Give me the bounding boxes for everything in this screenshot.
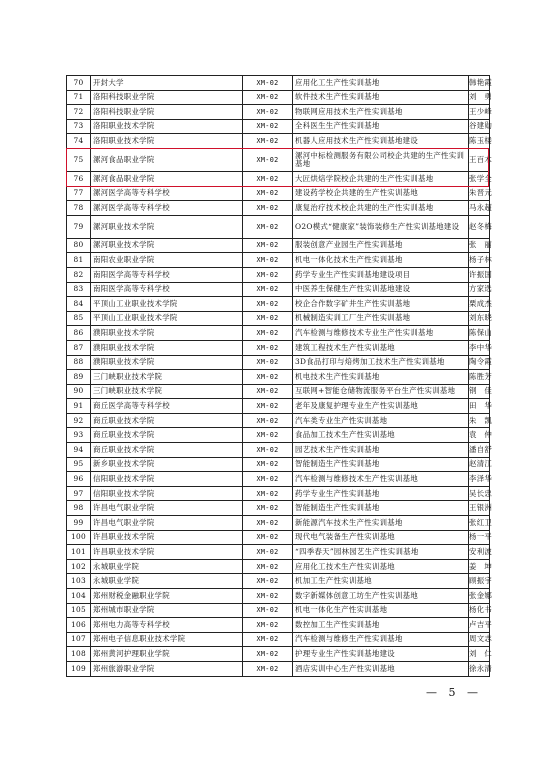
- school-name: 漯河医学高等专科学校: [91, 201, 243, 216]
- school-name: 郑州城市职业学院: [91, 603, 243, 618]
- project-code: XM-02: [243, 215, 293, 238]
- base-name: 智能制造生产性实训基地: [293, 501, 469, 516]
- person-in-charge: 吴长忠: [469, 486, 490, 501]
- school-name: 郑州旅游职业学院: [91, 661, 243, 676]
- project-table: [66, 75, 493, 677]
- row-number: 73: [67, 119, 91, 134]
- row-number: 98: [67, 501, 91, 516]
- table-row: [67, 340, 490, 355]
- table-row: [67, 413, 490, 428]
- base-name: 食品加工技术生产性实训基地: [293, 428, 469, 443]
- project-code: XM-02: [243, 530, 293, 545]
- table-row: [67, 589, 490, 604]
- base-name: 中医养生保健生产性实训基地建设: [293, 282, 469, 297]
- base-name: 3D食品打印与焙烤加工技术生产性实训基地: [293, 355, 469, 370]
- table-row: [67, 647, 490, 662]
- row-number: 79: [67, 215, 91, 238]
- school-name: 许昌电气职业学院: [91, 516, 243, 531]
- person-in-charge: 姜 坤: [469, 559, 490, 574]
- person-in-charge: 朱 凯: [469, 413, 490, 428]
- base-name: 护理专业生产性实训基地建设: [293, 647, 469, 662]
- row-number: 107: [67, 632, 91, 647]
- row-number: 82: [67, 267, 91, 282]
- row-number: 70: [67, 76, 91, 91]
- person-in-charge: 钢 佳: [469, 384, 490, 399]
- project-code: XM-02: [243, 201, 293, 216]
- person-in-charge: 刘 仁: [469, 647, 490, 662]
- person-in-charge: 刘东晓: [469, 311, 490, 326]
- school-name: 郑州电子信息职业技术学院: [91, 632, 243, 647]
- school-name: 商丘职业技术学院: [91, 428, 243, 443]
- table-row: [67, 326, 490, 341]
- project-code: XM-02: [243, 428, 293, 443]
- base-name: 药学专业生产性实训基地: [293, 486, 469, 501]
- table-row: [67, 661, 490, 676]
- table-row: [67, 370, 490, 385]
- school-name: 濮阳职业技术学院: [91, 326, 243, 341]
- person-in-charge: 王银洲: [469, 501, 490, 516]
- base-name: 机电技术生产性实训基地: [293, 370, 469, 385]
- row-number: 90: [67, 384, 91, 399]
- project-list-sheet: [66, 75, 493, 677]
- person-in-charge: 韩艳霞: [469, 76, 490, 91]
- row-number: 71: [67, 90, 91, 105]
- row-number: 103: [67, 574, 91, 589]
- person-in-charge: 顾振宇: [469, 574, 490, 589]
- row-number: 106: [67, 618, 91, 633]
- project-code: XM-02: [243, 297, 293, 312]
- table-row: [67, 267, 490, 282]
- row-number: 100: [67, 530, 91, 545]
- project-code: XM-02: [243, 355, 293, 370]
- person-in-charge: 方家选: [469, 282, 490, 297]
- project-code: XM-02: [243, 370, 293, 385]
- person-in-charge: 陈胜芳: [469, 370, 490, 385]
- school-name: 漯河职业技术学院: [91, 215, 243, 238]
- school-name: 平顶山工业职业技术学院: [91, 297, 243, 312]
- table-row: [67, 545, 490, 560]
- base-name: 康复治疗技术校企共建的生产性实训基地: [293, 201, 469, 216]
- base-name: 智能制造生产性实训基地: [293, 457, 469, 472]
- base-name: 全科医生生产性实训基地: [293, 119, 469, 134]
- person-in-charge: 张红卫: [469, 516, 490, 531]
- row-number: 96: [67, 472, 91, 487]
- project-code: XM-02: [243, 253, 293, 268]
- person-in-charge: 张 丽: [469, 238, 490, 253]
- school-name: 郑州电力高等专科学校: [91, 618, 243, 633]
- base-name: 机电一体化生产性实训基地: [293, 603, 469, 618]
- project-code: XM-02: [243, 501, 293, 516]
- base-name: 酒店实训中心生产性实训基地: [293, 661, 469, 676]
- row-number: 95: [67, 457, 91, 472]
- school-name: 许昌职业技术学院: [91, 530, 243, 545]
- base-name: 机加工生产性实训基地: [293, 574, 469, 589]
- person-in-charge: 刘 勇: [469, 90, 490, 105]
- base-name: 汽车检测与维修技术生产性实训基地: [293, 472, 469, 487]
- table-row: [67, 632, 490, 647]
- row-number: 97: [67, 486, 91, 501]
- table-row: [67, 282, 490, 297]
- table-row: [67, 253, 490, 268]
- school-name: 商丘职业技术学院: [91, 443, 243, 458]
- project-code: XM-02: [243, 443, 293, 458]
- project-code: XM-02: [243, 603, 293, 618]
- school-name: 漯河职业技术学院: [91, 238, 243, 253]
- base-name: 园艺技术生产性实训基地: [293, 443, 469, 458]
- row-number: 105: [67, 603, 91, 618]
- project-code: XM-02: [243, 399, 293, 414]
- base-name: 机械制造实训工厂生产性实训基地: [293, 311, 469, 326]
- project-code: XM-02: [243, 148, 293, 171]
- project-code: XM-02: [243, 589, 293, 604]
- person-in-charge: 陈玉楼: [469, 134, 490, 149]
- base-name: 校企合作数字矿井生产性实训基地: [293, 297, 469, 312]
- school-name: 许昌职业技术学院: [91, 545, 243, 560]
- school-name: 郑州黄河护理职业学院: [91, 647, 243, 662]
- table-row: [67, 443, 490, 458]
- table-row: [67, 457, 490, 472]
- table-row: [67, 486, 490, 501]
- table-row: [67, 603, 490, 618]
- school-name: 洛阳职业技术学院: [91, 119, 243, 134]
- table-row: [67, 90, 490, 105]
- table-row: [67, 428, 490, 443]
- table-row: [67, 134, 490, 149]
- project-code: XM-02: [243, 516, 293, 531]
- table-row: [67, 472, 490, 487]
- project-code: XM-02: [243, 545, 293, 560]
- person-in-charge: 陶令霞: [469, 355, 490, 370]
- school-name: 商丘职业技术学院: [91, 413, 243, 428]
- project-code: XM-02: [243, 457, 293, 472]
- base-name: 软件技术生产性实训基地: [293, 90, 469, 105]
- project-code: XM-02: [243, 647, 293, 662]
- person-in-charge: 朱晋元: [469, 186, 490, 201]
- school-name: 三门峡职业技术学院: [91, 384, 243, 399]
- person-in-charge: 安利波: [469, 545, 490, 560]
- school-name: 洛阳科技职业学院: [91, 105, 243, 120]
- row-number: 87: [67, 340, 91, 355]
- base-name: 机器人应用技术生产性实训基地建设: [293, 134, 469, 149]
- table-row: [67, 574, 490, 589]
- base-name: 物联网应用技术生产性实训基地: [293, 105, 469, 120]
- school-name: 新乡职业技术学院: [91, 457, 243, 472]
- person-in-charge: 杨化书: [469, 603, 490, 618]
- row-number: 84: [67, 297, 91, 312]
- row-number: 92: [67, 413, 91, 428]
- table-row: [67, 171, 490, 186]
- table-row: [67, 201, 490, 216]
- base-name: 数字新媒体创意工坊生产性实训基地: [293, 589, 469, 604]
- project-code: XM-02: [243, 282, 293, 297]
- base-name: 服装创意产业园生产性实训基地: [293, 238, 469, 253]
- school-name: 永城职业学院: [91, 574, 243, 589]
- table-row: [67, 384, 490, 399]
- table-row: [67, 119, 490, 134]
- school-name: 郑州财税金融职业学院: [91, 589, 243, 604]
- base-name: 汽车类专业生产性实训基地: [293, 413, 469, 428]
- table-row: [67, 186, 490, 201]
- person-in-charge: 马永超: [469, 201, 490, 216]
- project-code: XM-02: [243, 384, 293, 399]
- base-name: 现代电气装备生产性实训基地: [293, 530, 469, 545]
- school-name: 三门峡职业技术学院: [91, 370, 243, 385]
- row-number: 94: [67, 443, 91, 458]
- row-number: 72: [67, 105, 91, 120]
- person-in-charge: 田 华: [469, 399, 490, 414]
- table-row: [67, 148, 490, 171]
- base-name: “四季春天”园林园艺生产性实训基地: [293, 545, 469, 560]
- project-code: XM-02: [243, 76, 293, 91]
- project-code: XM-02: [243, 134, 293, 149]
- project-code: XM-02: [243, 326, 293, 341]
- row-number: 78: [67, 201, 91, 216]
- base-name: 药学专业生产性实训基地建设项目: [293, 267, 469, 282]
- person-in-charge: 赵冬梅: [469, 215, 490, 238]
- base-name: 漯河中标检测服务有限公司校企共建的生产性实训基地: [293, 148, 469, 171]
- row-number: 75: [67, 148, 91, 171]
- table-row: [67, 501, 490, 516]
- school-name: 南阳农业职业学院: [91, 253, 243, 268]
- table-body: [67, 76, 493, 677]
- project-code: XM-02: [243, 267, 293, 282]
- school-name: 南阳医学高等专科学校: [91, 267, 243, 282]
- school-name: 信阳职业技术学院: [91, 472, 243, 487]
- base-name: 汽车检测与维修生产性实训基地: [293, 632, 469, 647]
- base-name: 互联网+智能仓储物流服务平台生产性实训基地: [293, 384, 469, 399]
- table-row: [67, 530, 490, 545]
- person-in-charge: 杨一平: [469, 530, 490, 545]
- project-code: XM-02: [243, 574, 293, 589]
- project-code: XM-02: [243, 311, 293, 326]
- project-code: XM-02: [243, 119, 293, 134]
- person-in-charge: 栗成杰: [469, 297, 490, 312]
- table-row: [67, 105, 490, 120]
- table-row: [67, 355, 490, 370]
- school-name: 永城职业学院: [91, 559, 243, 574]
- person-in-charge: 袁 仲: [469, 428, 490, 443]
- row-number: 91: [67, 399, 91, 414]
- table-row: [67, 399, 490, 414]
- school-name: 洛阳职业技术学院: [91, 134, 243, 149]
- table-row: [67, 559, 490, 574]
- school-name: 濮阳职业技术学院: [91, 340, 243, 355]
- project-code: XM-02: [243, 618, 293, 633]
- person-in-charge: 李泽华: [469, 472, 490, 487]
- project-code: XM-02: [243, 171, 293, 186]
- person-in-charge: 李中华: [469, 340, 490, 355]
- project-code: XM-02: [243, 238, 293, 253]
- row-number: 81: [67, 253, 91, 268]
- row-number: 88: [67, 355, 91, 370]
- school-name: 漯河食品职业学院: [91, 148, 243, 171]
- base-name: 新能源汽车技术生产性实训基地: [293, 516, 469, 531]
- table-row: [67, 618, 490, 633]
- person-in-charge: 王百木: [469, 148, 490, 171]
- school-name: 南阳医学高等专科学校: [91, 282, 243, 297]
- row-number: 99: [67, 516, 91, 531]
- person-in-charge: 潘自舒: [469, 443, 490, 458]
- project-code: XM-02: [243, 90, 293, 105]
- school-name: 漯河医学高等专科学校: [91, 186, 243, 201]
- school-name: 漯河食品职业学院: [91, 171, 243, 186]
- table-row: [67, 516, 490, 531]
- person-in-charge: 周文志: [469, 632, 490, 647]
- school-name: 平顶山工业职业技术学院: [91, 311, 243, 326]
- base-name: 应用化工生产性实训基地: [293, 76, 469, 91]
- row-number: 102: [67, 559, 91, 574]
- person-in-charge: 赵清江: [469, 457, 490, 472]
- school-name: 商丘医学高等专科学校: [91, 399, 243, 414]
- row-number: 86: [67, 326, 91, 341]
- row-number: 74: [67, 134, 91, 149]
- base-name: 建筑工程技术生产性实训基地: [293, 340, 469, 355]
- project-code: XM-02: [243, 559, 293, 574]
- person-in-charge: 张金娜: [469, 589, 490, 604]
- base-name: 机电一体化技术生产性实训基地: [293, 253, 469, 268]
- project-code: XM-02: [243, 413, 293, 428]
- project-code: XM-02: [243, 486, 293, 501]
- project-code: XM-02: [243, 340, 293, 355]
- person-in-charge: 徐永清: [469, 661, 490, 676]
- school-name: 许昌电气职业学院: [91, 501, 243, 516]
- page-number: — 5 —: [426, 686, 482, 699]
- project-code: XM-02: [243, 105, 293, 120]
- person-in-charge: 卢吉平: [469, 618, 490, 633]
- table-row: [67, 297, 490, 312]
- row-number: 77: [67, 186, 91, 201]
- base-name: 老年及康复护理专业生产性实训基地: [293, 399, 469, 414]
- person-in-charge: 王少峰: [469, 105, 490, 120]
- row-number: 85: [67, 311, 91, 326]
- project-code: XM-02: [243, 186, 293, 201]
- row-number: 101: [67, 545, 91, 560]
- person-in-charge: 张学全: [469, 171, 490, 186]
- school-name: 信阳职业技术学院: [91, 486, 243, 501]
- table-row: [67, 311, 490, 326]
- base-name: 汽车检测与维修技术专业生产性实训基地: [293, 326, 469, 341]
- table-row: [67, 76, 490, 91]
- row-number: 76: [67, 171, 91, 186]
- base-name: 建设药学校企共建的生产性实训基地: [293, 186, 469, 201]
- base-name: O2O模式“健康家”装饰装修生产性实训基地建设: [293, 215, 469, 238]
- project-code: XM-02: [243, 632, 293, 647]
- table-row: [67, 215, 490, 238]
- person-in-charge: 陈保山: [469, 326, 490, 341]
- person-in-charge: 许振国: [469, 267, 490, 282]
- row-number: 109: [67, 661, 91, 676]
- base-name: 大匠烘焙学院校企共建的生产性实训基地: [293, 171, 469, 186]
- project-code: XM-02: [243, 661, 293, 676]
- row-number: 83: [67, 282, 91, 297]
- table-row: [67, 238, 490, 253]
- row-number: 108: [67, 647, 91, 662]
- row-number: 80: [67, 238, 91, 253]
- person-in-charge: 谷建勋: [469, 119, 490, 134]
- row-number: 93: [67, 428, 91, 443]
- row-number: 104: [67, 589, 91, 604]
- school-name: 濮阳职业技术学院: [91, 355, 243, 370]
- project-code: XM-02: [243, 472, 293, 487]
- base-name: 应用化工技术生产性实训基地: [293, 559, 469, 574]
- base-name: 数控加工生产性实训基地: [293, 618, 469, 633]
- row-number: 89: [67, 370, 91, 385]
- person-in-charge: 杨子林: [469, 253, 490, 268]
- school-name: 开封大学: [91, 76, 243, 91]
- school-name: 洛阳科技职业学院: [91, 90, 243, 105]
